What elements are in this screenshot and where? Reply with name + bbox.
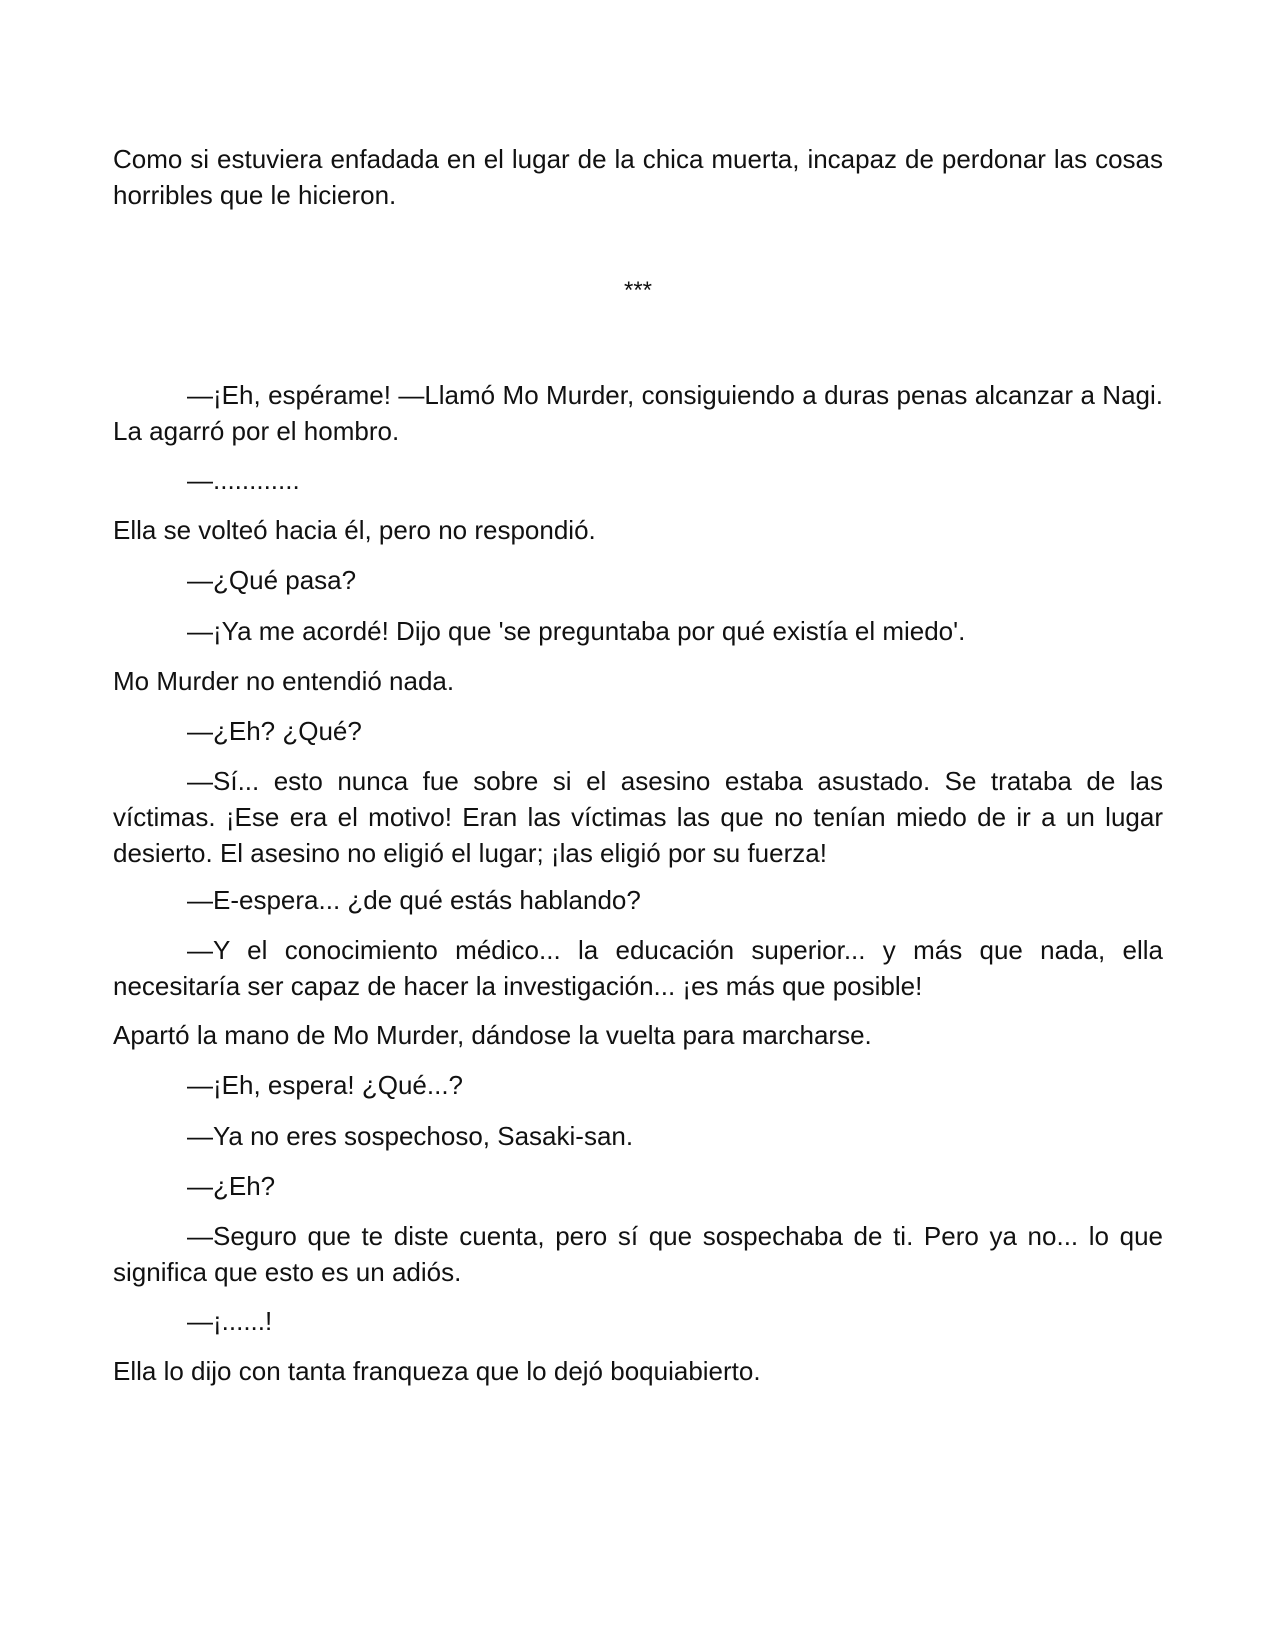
paragraph-16: —Seguro que te diste cuenta, pero sí que sospechaba de ti. Pero ya no... lo que significa que esto es un adiós. [113, 1221, 1163, 1287]
paragraph-7: Mo Murder no entendió nada. [113, 666, 455, 696]
paragraph-10: —E-espera... ¿de qué estás hablando? [187, 885, 641, 915]
paragraph-17: —¡......! [187, 1306, 273, 1336]
paragraph-11: —Y el conocimiento médico... la educación superior... y más que nada, ella necesitaría ser capaz de hacer la investigación... ¡es más que posible! [113, 935, 1163, 1001]
paragraph-3: —............ [187, 465, 300, 495]
paragraph-8: —¿Eh? ¿Qué? [187, 716, 362, 746]
scene-break: *** [623, 277, 653, 304]
paragraph-13: —¡Eh, espera! ¿Qué...? [187, 1070, 464, 1100]
paragraph-5: —¿Qué pasa? [187, 565, 357, 595]
paragraph-2: —¡Eh, espérame! —Llamó Mo Murder, consiguiendo a duras penas alcanzar a Nagi. La agarró por el hombro. [113, 380, 1163, 446]
paragraph-14: —Ya no eres sospechoso, Sasaki-san. [187, 1121, 634, 1151]
paragraph-4: Ella se volteó hacia él, pero no respondió. [113, 515, 596, 545]
paragraph-12: Apartó la mano de Mo Murder, dándose la vuelta para marcharse. [113, 1020, 872, 1050]
paragraph-15: —¿Eh? [187, 1171, 276, 1201]
paragraph-1: Como si estuviera enfadada en el lugar de la chica muerta, incapaz de perdonar las cosas horribles que le hicieron. [113, 144, 1163, 210]
paragraph-6: —¡Ya me acordé! Dijo que 'se preguntaba por qué existía el miedo'. [187, 616, 966, 646]
paragraph-18: Ella lo dijo con tanta franqueza que lo dejó boquiabierto. [113, 1356, 761, 1386]
paragraph-9: —Sí... esto nunca fue sobre si el asesino estaba asustado. Se trataba de las víctimas. ¡Ese era el motivo! Eran las víctimas las que no tenían miedo de ir a un lugar desierto. El asesino no eligió el lugar; ¡las eligió por su fuerza! [113, 766, 1163, 868]
